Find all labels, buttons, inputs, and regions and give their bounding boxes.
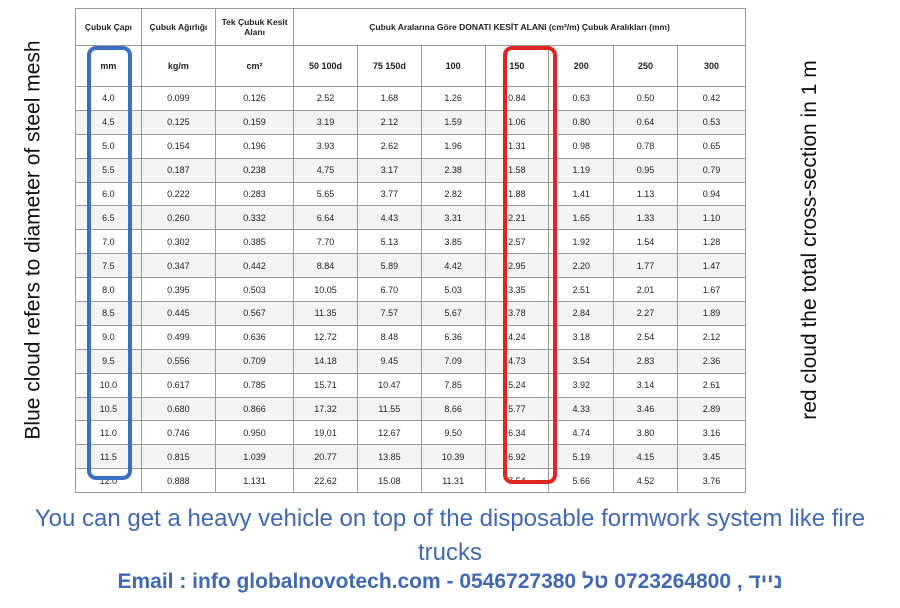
table-cell: 1.77 <box>614 254 678 278</box>
table-cell: 3.31 <box>421 206 485 230</box>
table-cell: 2.36 <box>677 349 745 373</box>
header-spacing-area: Çubuk Aralarına Göre DONATI KESİT ALANI (cm²/m) Çubuk Aralıkları (mm) <box>294 9 746 46</box>
table-cell: 9.0 <box>76 325 142 349</box>
table-cell: 6.34 <box>485 421 549 445</box>
table-cell: 15.71 <box>294 373 358 397</box>
table-cell: 0.332 <box>215 206 293 230</box>
table-row <box>76 445 746 469</box>
table-cell: 1.33 <box>614 206 678 230</box>
table-cell: 4.42 <box>421 254 485 278</box>
table-cell: 0.98 <box>549 134 614 158</box>
table-cell: 7.5 <box>76 254 142 278</box>
table-cell: 0.84 <box>485 87 549 111</box>
table-cell: 0.503 <box>215 278 293 302</box>
table-cell: 1.58 <box>485 158 549 182</box>
table-cell: 1.67 <box>677 278 745 302</box>
table-cell: 3.54 <box>549 349 614 373</box>
table-cell: 0.442 <box>215 254 293 278</box>
table-cell: 8.48 <box>357 325 421 349</box>
right-side-label-container <box>780 0 840 480</box>
table-row <box>76 182 746 206</box>
table-row <box>76 325 746 349</box>
table-row <box>76 230 746 254</box>
table-cell: 3.18 <box>549 325 614 349</box>
table-row <box>76 87 746 111</box>
table-row <box>76 278 746 302</box>
table-cell: 1.96 <box>421 134 485 158</box>
table-cell: 19.01 <box>294 421 358 445</box>
table-cell: 7.70 <box>294 230 358 254</box>
table-cell: 4.15 <box>614 445 678 469</box>
table-cell: 9.45 <box>357 349 421 373</box>
unit-header-cell: kg/m <box>141 46 215 87</box>
table-cell: 13.85 <box>357 445 421 469</box>
table-cell: 6.36 <box>421 325 485 349</box>
table-cell: 3.46 <box>614 397 678 421</box>
table-cell: 6.0 <box>76 182 142 206</box>
table-cell: 3.35 <box>485 278 549 302</box>
table-cell: 20.77 <box>294 445 358 469</box>
table-cell: 2.95 <box>485 254 549 278</box>
table-cell: 0.866 <box>215 397 293 421</box>
table-cell: 0.785 <box>215 373 293 397</box>
table-cell: 2.12 <box>357 110 421 134</box>
table-cell: 9.50 <box>421 421 485 445</box>
table-cell: 0.80 <box>549 110 614 134</box>
table-cell: 6.64 <box>294 206 358 230</box>
table-cell: 4.5 <box>76 110 142 134</box>
table-cell: 3.85 <box>421 230 485 254</box>
table-cell: 0.709 <box>215 349 293 373</box>
unit-header-cell: 250 <box>614 46 678 87</box>
table-cell: 2.61 <box>677 373 745 397</box>
table-cell: 1.28 <box>677 230 745 254</box>
table-unit-row <box>76 46 746 87</box>
table-cell: 6.5 <box>76 206 142 230</box>
table-cell: 4.74 <box>549 421 614 445</box>
table-cell: 2.54 <box>614 325 678 349</box>
table-cell: 0.42 <box>677 87 745 111</box>
unit-header-cell: mm <box>76 46 142 87</box>
table-cell: 0.636 <box>215 325 293 349</box>
table-cell: 0.556 <box>141 349 215 373</box>
table-cell: 6.70 <box>357 278 421 302</box>
unit-header-cell: cm² <box>215 46 293 87</box>
table-cell: 4.0 <box>76 87 142 111</box>
table-cell: 0.78 <box>614 134 678 158</box>
table-cell: 0.260 <box>141 206 215 230</box>
table-cell: 7.0 <box>76 230 142 254</box>
table-cell: 11.0 <box>76 421 142 445</box>
table-cell: 1.19 <box>549 158 614 182</box>
table-cell: 3.92 <box>549 373 614 397</box>
table-cell: 1.89 <box>677 302 745 326</box>
table-cell: 2.83 <box>614 349 678 373</box>
table-cell: 5.89 <box>357 254 421 278</box>
table-cell: 2.62 <box>357 134 421 158</box>
table-cell: 5.5 <box>76 158 142 182</box>
caption-text: You can get a heavy vehicle on top of the disposable formwork system like fire trucks <box>34 505 866 566</box>
table-cell: 2.20 <box>549 254 614 278</box>
table-cell: 0.680 <box>141 397 215 421</box>
table-row <box>76 349 746 373</box>
table-cell: 3.80 <box>614 421 678 445</box>
rebar-table <box>75 8 746 493</box>
table-cell: 1.68 <box>357 87 421 111</box>
table-cell: 2.21 <box>485 206 549 230</box>
table-cell: 3.76 <box>677 469 745 493</box>
table-cell: 3.45 <box>677 445 745 469</box>
right-side-label: red cloud the total cross-section in 1 m <box>798 60 822 420</box>
table-cell: 0.385 <box>215 230 293 254</box>
table-cell: 0.950 <box>215 421 293 445</box>
table-cell: 3.78 <box>485 302 549 326</box>
left-side-label-container <box>0 0 68 480</box>
table-cell: 7.85 <box>421 373 485 397</box>
table-cell: 12.67 <box>357 421 421 445</box>
table-cell: 4.24 <box>485 325 549 349</box>
table-cell: 0.567 <box>215 302 293 326</box>
table-cell: 1.59 <box>421 110 485 134</box>
table-cell: 2.57 <box>485 230 549 254</box>
table-cell: 4.33 <box>549 397 614 421</box>
table-cell: 2.51 <box>549 278 614 302</box>
unit-header-cell: 75 150d <box>357 46 421 87</box>
table-cell: 2.38 <box>421 158 485 182</box>
table-row <box>76 134 746 158</box>
table-cell: 3.14 <box>614 373 678 397</box>
table-row <box>76 110 746 134</box>
table-cell: 11.35 <box>294 302 358 326</box>
unit-header-cell: 300 <box>677 46 745 87</box>
table-cell: 8.66 <box>421 397 485 421</box>
table-row <box>76 254 746 278</box>
table-cell: 5.24 <box>485 373 549 397</box>
table-cell: 0.65 <box>677 134 745 158</box>
table-cell: 10.0 <box>76 373 142 397</box>
table-cell: 1.65 <box>549 206 614 230</box>
table-cell: 2.84 <box>549 302 614 326</box>
table-cell: 10.05 <box>294 278 358 302</box>
unit-header-cell: 150 <box>485 46 549 87</box>
table-cell: 0.64 <box>614 110 678 134</box>
table-cell: 0.283 <box>215 182 293 206</box>
table-cell: 1.13 <box>614 182 678 206</box>
table-cell: 3.17 <box>357 158 421 182</box>
table-cell: 0.126 <box>215 87 293 111</box>
table-cell: 10.39 <box>421 445 485 469</box>
table-cell: 1.54 <box>614 230 678 254</box>
table-cell: 8.5 <box>76 302 142 326</box>
table-cell: 3.77 <box>357 182 421 206</box>
table-cell: 0.187 <box>141 158 215 182</box>
table-row <box>76 206 746 230</box>
table-cell: 0.159 <box>215 110 293 134</box>
table-cell: 7.54 <box>485 469 549 493</box>
header-single-bar-area: Tek Çubuk Kesit Alanı <box>215 9 293 46</box>
table-cell: 5.13 <box>357 230 421 254</box>
table-cell: 1.26 <box>421 87 485 111</box>
table-cell: 0.196 <box>215 134 293 158</box>
unit-header-cell: 50 100d <box>294 46 358 87</box>
table-cell: 3.93 <box>294 134 358 158</box>
table-cell: 0.94 <box>677 182 745 206</box>
contact-line: Email : info globalnovotech.com - 0546727380 נייד , 0723264800 טל <box>117 570 783 593</box>
table-cell: 11.31 <box>421 469 485 493</box>
table-cell: 8.84 <box>294 254 358 278</box>
table-cell: 7.09 <box>421 349 485 373</box>
table-cell: 0.499 <box>141 325 215 349</box>
header-bar-diameter: Çubuk Çapı <box>76 9 142 46</box>
table-cell: 6.92 <box>485 445 549 469</box>
table-cell: 2.12 <box>677 325 745 349</box>
table-cell: 17.32 <box>294 397 358 421</box>
table-cell: 5.66 <box>549 469 614 493</box>
unit-header-cell: 100 <box>421 46 485 87</box>
table-cell: 0.53 <box>677 110 745 134</box>
table-cell: 10.5 <box>76 397 142 421</box>
table-cell: 11.5 <box>76 445 142 469</box>
table-cell: 3.19 <box>294 110 358 134</box>
table-cell: 5.65 <box>294 182 358 206</box>
table-cell: 1.92 <box>549 230 614 254</box>
table-cell: 10.47 <box>357 373 421 397</box>
table-cell: 8.0 <box>76 278 142 302</box>
unit-header-cell: 200 <box>549 46 614 87</box>
table-row <box>76 469 746 493</box>
table-cell: 5.0 <box>76 134 142 158</box>
table-cell: 0.815 <box>141 445 215 469</box>
table-cell: 5.19 <box>549 445 614 469</box>
table-cell: 1.47 <box>677 254 745 278</box>
table-cell: 0.222 <box>141 182 215 206</box>
table-header-row <box>76 9 746 46</box>
table-row <box>76 302 746 326</box>
table-cell: 0.617 <box>141 373 215 397</box>
table-cell: 0.63 <box>549 87 614 111</box>
table-cell: 1.31 <box>485 134 549 158</box>
table-cell: 0.746 <box>141 421 215 445</box>
table-cell: 5.67 <box>421 302 485 326</box>
table-row <box>76 421 746 445</box>
left-side-label: Blue cloud refers to diameter of steel mesh <box>22 40 46 440</box>
table-cell: 0.445 <box>141 302 215 326</box>
table-body <box>76 87 746 493</box>
table-cell: 1.10 <box>677 206 745 230</box>
table-cell: 0.888 <box>141 469 215 493</box>
table-cell: 0.099 <box>141 87 215 111</box>
table-cell: 4.73 <box>485 349 549 373</box>
table-cell: 0.395 <box>141 278 215 302</box>
table-cell: 0.50 <box>614 87 678 111</box>
table-cell: 12.72 <box>294 325 358 349</box>
table-cell: 1.039 <box>215 445 293 469</box>
table-cell: 2.01 <box>614 278 678 302</box>
table-cell: 0.154 <box>141 134 215 158</box>
table-cell: 11.55 <box>357 397 421 421</box>
table-cell: 5.03 <box>421 278 485 302</box>
table-row <box>76 397 746 421</box>
table-cell: 0.238 <box>215 158 293 182</box>
table-cell: 22.62 <box>294 469 358 493</box>
table-cell: 0.95 <box>614 158 678 182</box>
table-cell: 5.77 <box>485 397 549 421</box>
table-cell: 2.27 <box>614 302 678 326</box>
table-cell: 9.5 <box>76 349 142 373</box>
table-cell: 1.131 <box>215 469 293 493</box>
table-cell: 2.89 <box>677 397 745 421</box>
table-cell: 14.18 <box>294 349 358 373</box>
table-cell: 1.06 <box>485 110 549 134</box>
table-cell: 1.41 <box>549 182 614 206</box>
table-cell: 4.52 <box>614 469 678 493</box>
table-cell: 4.75 <box>294 158 358 182</box>
table-cell: 0.79 <box>677 158 745 182</box>
table-cell: 7.57 <box>357 302 421 326</box>
table-cell: 2.52 <box>294 87 358 111</box>
table-cell: 0.302 <box>141 230 215 254</box>
table-row <box>76 158 746 182</box>
table-cell: 0.347 <box>141 254 215 278</box>
table-row <box>76 373 746 397</box>
table-cell: 15.08 <box>357 469 421 493</box>
table-cell: 2.82 <box>421 182 485 206</box>
table-cell: 4.43 <box>357 206 421 230</box>
table-cell: 0.125 <box>141 110 215 134</box>
header-bar-weight: Çubuk Ağırlığı <box>141 9 215 46</box>
table-cell: 1.88 <box>485 182 549 206</box>
table-cell: 3.16 <box>677 421 745 445</box>
table-cell: 12.0 <box>76 469 142 493</box>
